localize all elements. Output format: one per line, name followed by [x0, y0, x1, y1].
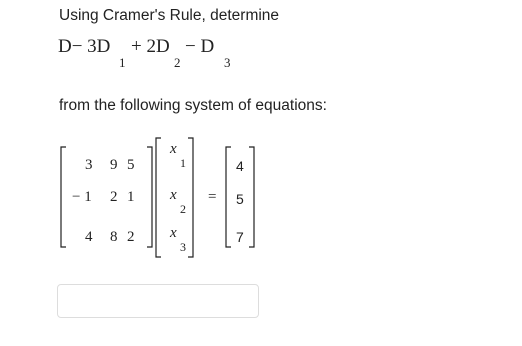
rhs-1: 4: [236, 158, 244, 174]
coef-r3c1: 4: [85, 229, 93, 245]
expr-term-3-subscript: 3: [224, 55, 231, 70]
var-x3: x: [170, 225, 177, 241]
rhs-3: 7: [236, 229, 244, 245]
coef-left-bracket: [61, 147, 66, 247]
coef-r3c2: 8: [110, 229, 118, 245]
rhs-2: 5: [236, 191, 244, 207]
expr-term-3: − D: [185, 36, 215, 57]
coef-r2c2: 2: [110, 189, 118, 205]
var-x1-subscript: 1: [180, 156, 186, 170]
expr-term-2: + 2D: [131, 36, 170, 57]
expr-term-1-subscript: 1: [119, 55, 126, 70]
answer-input[interactable]: [57, 284, 259, 318]
coef-right-bracket: [147, 147, 152, 247]
var-left-bracket: [156, 138, 161, 257]
var-x2-subscript: 2: [180, 202, 186, 216]
expr-term-2-subscript: 2: [174, 55, 181, 70]
var-x3-subscript: 3: [180, 240, 186, 254]
coef-r2c3: 1: [127, 189, 135, 205]
var-x2: x: [170, 187, 177, 203]
coef-r1c2: 9: [110, 157, 118, 173]
var-x1: x: [170, 141, 177, 157]
coef-r2c1: − 1: [72, 189, 92, 205]
expr-term-1: D− 3D: [58, 36, 111, 57]
equation-system: [58, 135, 258, 260]
coef-r3c3: 2: [127, 229, 135, 245]
system-intro-text: from the following system of equations:: [59, 97, 327, 114]
rhs-left-bracket: [226, 147, 231, 247]
equals-sign: =: [208, 189, 217, 205]
coef-r1c1: 3: [85, 157, 93, 173]
question-prompt: Using Cramer's Rule, determine: [59, 7, 280, 24]
coef-r1c3: 5: [127, 157, 135, 173]
rhs-right-bracket: [249, 147, 254, 247]
var-right-bracket: [188, 138, 193, 257]
target-expression: [58, 36, 298, 84]
